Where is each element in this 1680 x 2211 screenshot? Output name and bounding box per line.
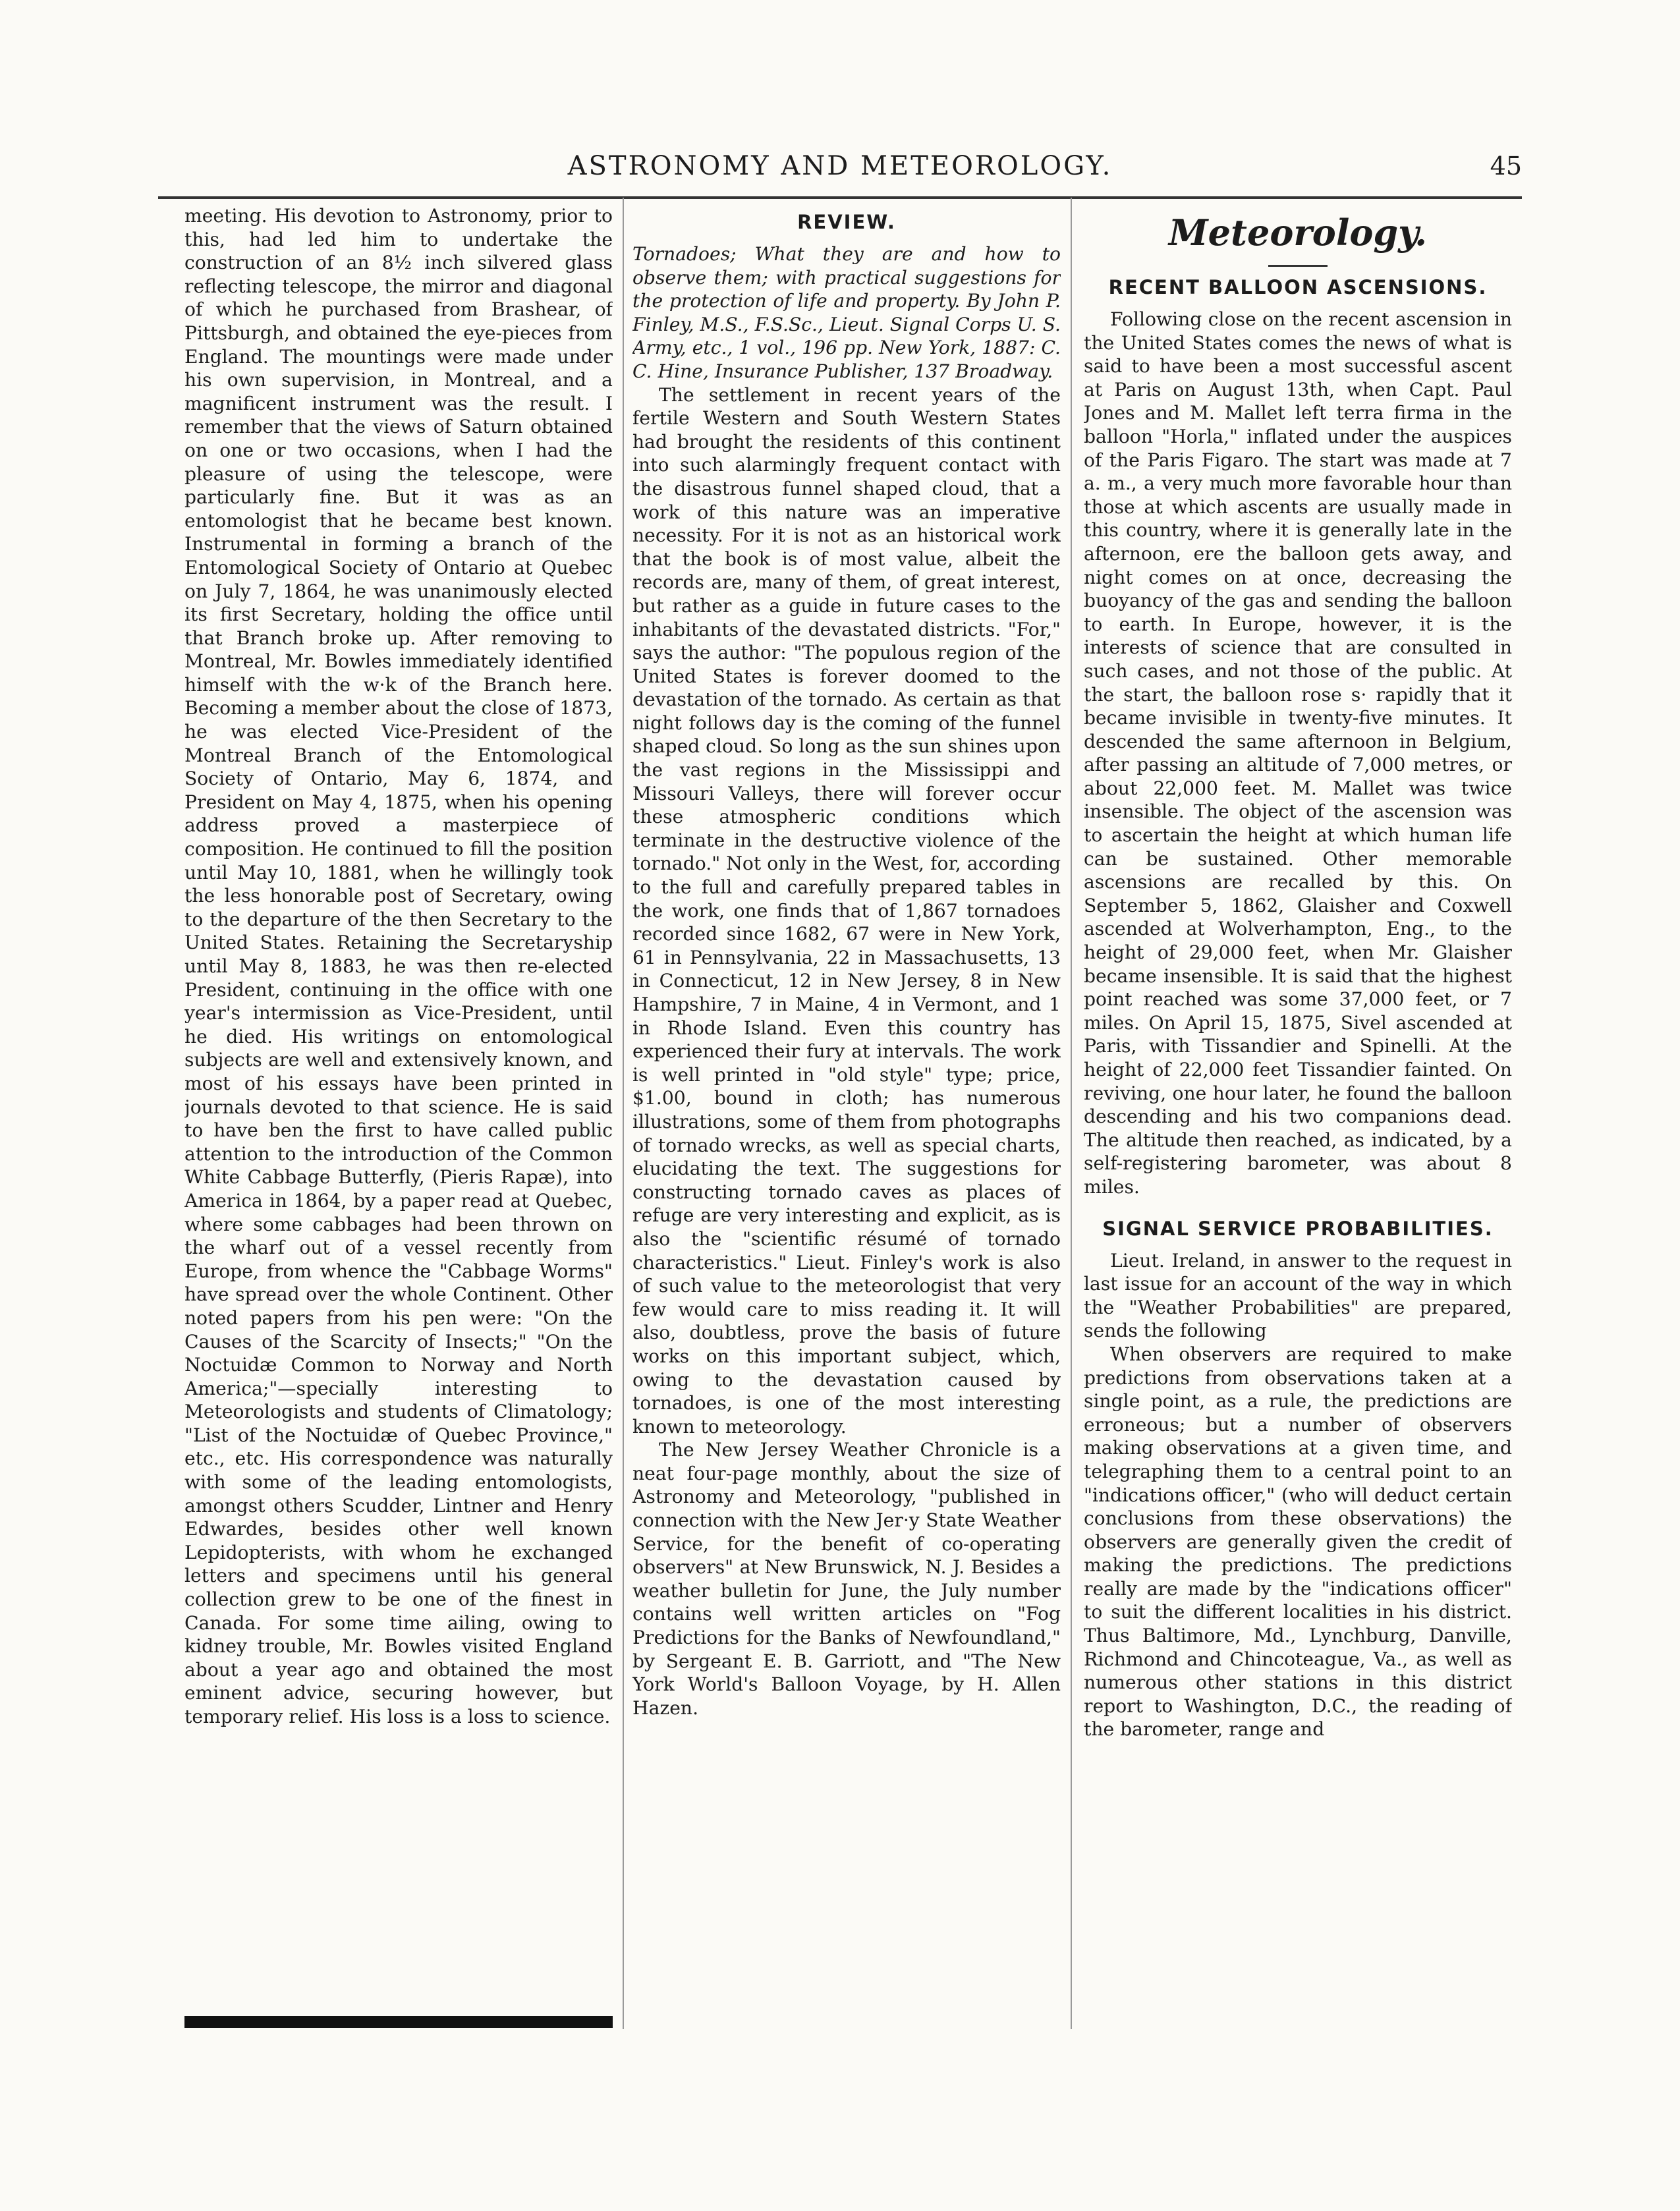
section-rule [1268, 265, 1328, 267]
signal-paragraph-1: Lieut. Ireland, in answer to the request in last issue for an account of the way in which the "Weather Probabilities" are prepared, sends the following [1084, 1249, 1512, 1342]
column-left [184, 204, 613, 2102]
header-rule [158, 196, 1522, 199]
page-header [158, 146, 1522, 186]
review-heading: REVIEW. [797, 211, 896, 233]
article-end-rule [184, 2016, 613, 2028]
section-title: Meteorology. [1168, 211, 1428, 254]
column-middle [632, 204, 1061, 2102]
running-head: ASTRONOMY AND METEOROLOGY. [567, 151, 1113, 181]
column-divider-left [623, 198, 624, 2029]
obituary-text: meeting. His devotion to Astronomy, prior to this, had led him to undertake the construction of an 8½ inch silvered glass reflecting telescope, the mirror and diagonal of which he purchased from Brashear, of Pittsburgh, and obtained the eye-pieces from England. The mountings were made under his own supervision, in Montreal, and a magnificent instrument was the result. I remember that the views of Saturn obtained on one or two occasions, when I had the pleasure of using the telescope, were particularly fine. But it was as an entomologist that he became best known. Instrumental in forming a branch of the Entomological Society of Ontario at Quebec on July 7, 1864, he was unanimously elected its first Secretary, holding the office until that Branch broke up. After removing to Montreal, Mr. Bowles immediately identified himself with the w·k of the Branch here. Becoming a member about the close of 1873, he was elected Vice-President of the Montreal Branch of the Entomological Society of Ontario, May 6, 1874, and President on May 4, 1875, when his opening address proved a masterpiece of composition. He continued to fill the position until May 10, 1881, when he willingly took the less honorable post of Secretary, owing to the departure of the then Secretary to the United States. Retaining the Secretaryship until May 8, 1883, he was then re-elected President, continuing in the office with one year's intermission as Vice-President, until he died. His writings on entomological subjects are well and extensively known, and most of his essays have been printed in journals devoted to that science. He is said to have ben the first to have called public attention to the introduction of the Common White Cabbage Butterfly, (Pieris Rapæ), into America in 1864, by a paper read at Quebec, where some cabbages had been thrown on the wharf out of a vessel recently from Europe, from whence the "Cabbage Worms" have spread over the whole Continent. Other noted papers from his pen were: "On the Causes of the Scarcity of Insects;" "On the Noctuidæ Common to Norway and North America;"—specially interesting to Meteorologists and students of Climatology; "List of the Noctuidæ of Quebec Province," etc., etc. His correspondence was naturally with some of the leading entomologists, amongst others Scudder, Lintner and Henry Edwardes, besides other well known Lepidopterists, with whom he exchanged letters and specimens until his general collection grew to be one of the finest in Canada. For some time ailing, owing to kidney trouble, Mr. Bowles visited England about a year ago and obtained the most eminent advice, securing however, but temporary relief. His loss is a loss to science. [184, 205, 613, 1727]
review-paragraph-1: The settlement in recent years of the fertile Western and South Western States had brought the residents of this continent into such alarmingly frequent contact with the disastrous funnel shaped cloud, that a work of this nature was an imperative necessity. For it is not as an historical work that the book is of most value, albeit the records are, many of them, of great interest, but rather as a guide in future cases to the inhabitants of the devastated districts. "For," says the author: "The populous region of the United States is forever doomed to the devastation of the tornado. As certain as that night follows day is the coming of the funnel shaped cloud. So long as the sun shines upon the vast regions in the Mississippi and Missouri Valleys, there will forever occur these atmospheric conditions which terminate in the destructive violence of the tornado." Not only in the West, for, according to the full and carefully prepared tables in the work, one finds that of 1,867 tornadoes recorded since 1682, 67 were in New York, 61 in Pennsylvania, 22 in Massachusetts, 13 in Connecticut, 12 in New Jersey, 8 in New Hampshire, 7 in Maine, 4 in Vermont, and 1 in Rhode Island. Even this country has experienced their fury at intervals. The work is well printed in "old style" type; price, $1.00, bound in cloth; has numerous illustrations, some of them from photographs of tornado wrecks, as well as special charts, elucidating the text. The suggestions for constructing tornado caves as places of refuge are very interesting and explicit, as is also the "scientific résumé of tornado characteristics." Lieut. Finley's work is also of such value to the meteorologist that very few would care to miss reading it. It will also, doubtless, prove the basis of future works on this important subject, which, owing to the devastation caused by tornadoes, is one of the most interesting known to meteorology. [632, 383, 1061, 1438]
review-paragraph-2: The New Jersey Weather Chronicle is a neat four-page monthly, about the size of Astronomy and Meteorology, "published in connection with the New Jer·y State Weather Service, for the benefit of co-operating observers" at New Brunswick, N. J. Besides a weather bulletin for June, the July number contains well written articles on "Fog Predictions for the Banks of Newfoundland," by Sergeant E. B. Garriott, and "The New York World's Balloon Voyage, by H. Allen Hazen. [632, 1439, 1061, 1719]
signal-heading: SIGNAL SERVICE PROBABILITIES. [1102, 1217, 1494, 1240]
balloon-paragraph: Following close on the recent ascension in the United States comes the news of what is said to have been a most successful ascent at Paris on August 13th, when Capt. Paul Jones and M. Mallet left terra firma in the balloon "Horla," inflated under the auspices of the Paris Figaro. The start was made at 7 a. m., a very much more favorable hour than those at which ascents are usually made in this country, where it is generally late in the afternoon, ere the balloon gets away, and night comes on at once, decreasing the buoyancy of the gas and sending the balloon to earth. In Europe, however, it is the interests of science that are consulted in such cases, and not those of the public. At the start, the balloon rose s· rapidly that it became invisible in twenty-five minutes. It descended the same afternoon in Belgium, after passing an altitude of 7,000 metres, or about 22,000 feet. M. Mallet was twice insensible. The object of the ascension was to ascertain the height at which human life can be sustained. Other memorable ascensions are recalled by this. On September 5, 1862, Glaisher and Coxwell ascended at Wolverhampton, Eng., to the height of 29,000 feet, when Mr. Glaisher became insensible. It is said that the highest point reached was some 37,000 feet, or 7 miles. On April 15, 1875, Sivel ascended at Paris, with Tissandier and Spinelli. At the height of 22,000 feet Tissandier fainted. On reviving, one hour later, he found the balloon descending and his two companions dead. The altitude then reached, as indicated, by a self-registering barometer, was about 8 miles. [1084, 308, 1512, 1198]
column-divider-right [1071, 198, 1072, 2029]
column-right [1084, 204, 1512, 2102]
review-citation: Tornadoes; What they are and how to observe them; with practical suggestions for the protection of life and property. By John P. Finley, M.S., F.S.Sc., Lieut. Signal Corps U. S. Army, etc., 1 vol., 196 pp. New York, 1887: C. C. Hine, Insurance Publisher, 137 Broadway. [632, 243, 1061, 382]
page-number: 45 [1490, 152, 1522, 181]
signal-paragraph-2: When observers are required to make predictions from observations taken at a single point, as a rule, the predictions are erroneous; but a number of observers making observations at a given time, and telegraphing them to a central point to an "indications officer," (who will deduct certain conclusions from these observations) the observers are generally given the credit of making the predictions. The predictions really are made by the "indications officer" to suit the different localities in his district. Thus Baltimore, Md., Lynchburg, Danville, Richmond and Chincoteague, Va., as well as numerous other stations in this district report to Washington, D.C., the reading of the barometer, range and [1084, 1343, 1512, 1741]
balloon-heading: RECENT BALLOON ASCENSIONS. [1108, 276, 1488, 298]
